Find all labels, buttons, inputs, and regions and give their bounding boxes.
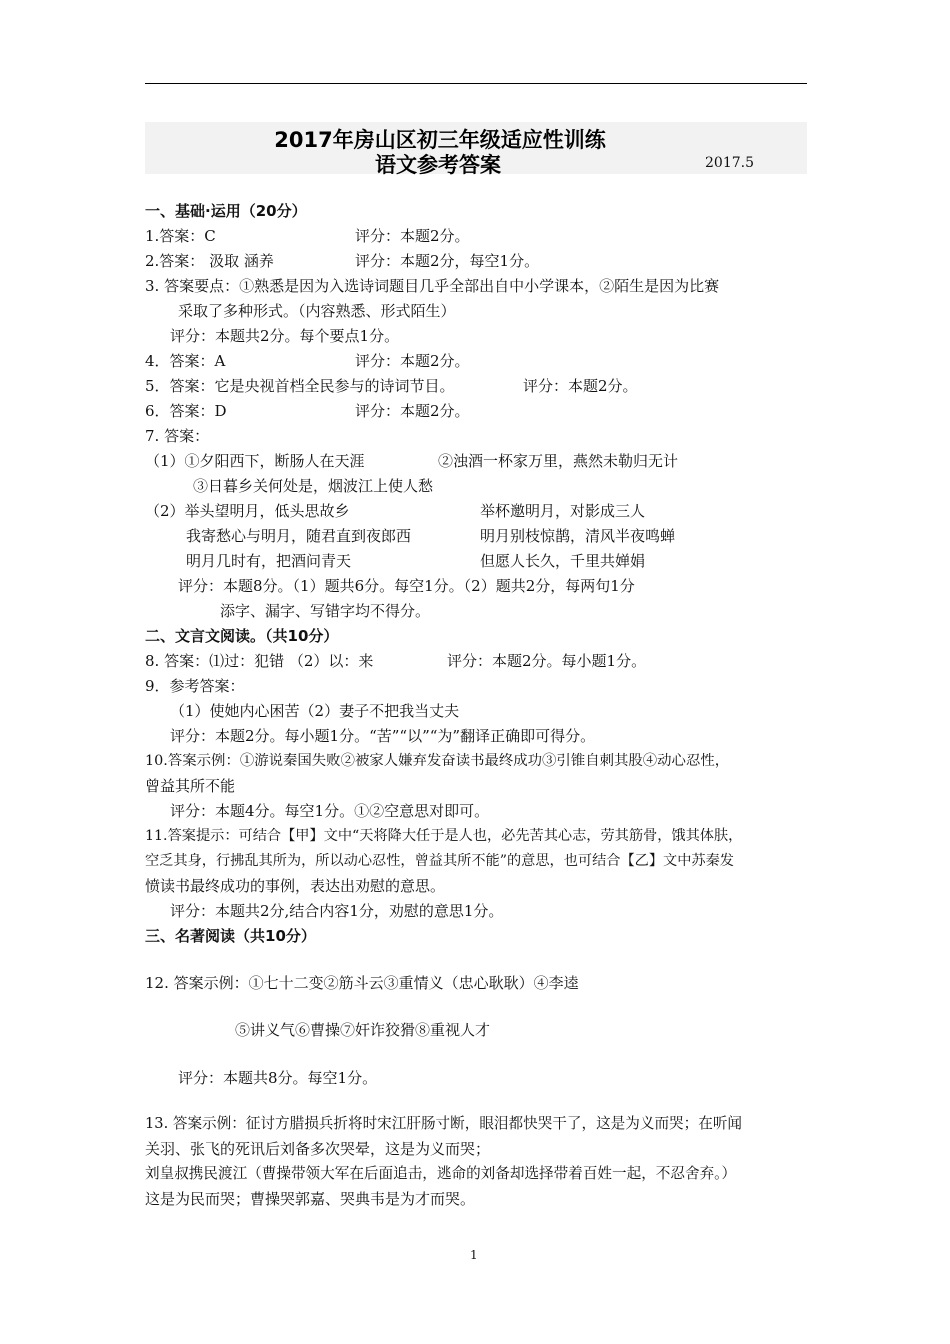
score-line: 评分：本题2分。每小题1分。 [447,652,647,670]
document-title: 2017年房山区初三年级适应性训练 [274,128,606,152]
score-line: 评分：本题共2分,结合内容1分，劝慰的意思1分。 [170,902,504,920]
answer-line: 空乏其身，行拂乱其所为，所以动心忍性，曾益其所不能”的意思，也可结合【乙】文中苏秦发 [145,853,734,869]
score-line: 评分：本题2分。 [355,402,470,420]
answer-line: 这是为民而哭；曹操哭郭嘉、哭典韦是为才而哭。 [145,1190,476,1208]
answer-line: 9．参考答案： [145,677,245,695]
document-date: 2017.5 [705,155,754,171]
answer-line: 6．答案：D [145,402,227,420]
answer-line: 10.答案示例：①游说秦国失败②被家人嫌弃发奋读书最终成功③引锥自刺其股④动心忍性， [145,753,730,769]
answer-line: 曾益其所不能 [145,777,236,795]
answer-line: 4．答案：A [145,352,226,370]
answer-line: 2.答案： 汲取 涵养 [145,252,274,270]
answer-line: 我寄愁心与明月，随君直到夜郎西 [186,527,412,545]
answer-line: 愤读书最终成功的事例，表达出劝慰的意思。 [145,877,446,895]
answer-line: 7. 答案： [145,427,210,445]
document-subtitle: 语文参考答案 [375,153,501,177]
section-heading-3: 三、名著阅读（共10分） [145,927,316,945]
answer-line: 13. 答案示例：征讨方腊损兵折将时宋江肝肠寸断，眼泪都快哭干了，这是为义而哭；在听闻 [145,1115,743,1132]
answer-line: 8. 答案：⑴过：犯错 （2）以：来 [145,652,374,670]
score-line: 评分：本题8分。（1）题共6分。每空1分。（2）题共2分，每两句1分 [178,577,635,595]
score-line: 评分：本题4分。每空1分。①②空意思对即可。 [170,802,490,820]
score-line: 添字、漏字、写错字均不得分。 [220,602,431,620]
answer-line: （1）①夕阳西下，断肠人在天涯 [145,452,365,470]
section-heading-1: 一、基础·运用（20分） [145,202,307,220]
section-heading-2: 二、文言文阅读。（共10分） [145,627,339,645]
answer-line: 刘皇叔携民渡江（曹操带领大军在后面追击，逃命的刘备却选择带着百姓一起，不忍舍弃。） [145,1165,737,1182]
answer-line: ③日暮乡关何处是，烟波江上使人愁 [193,477,434,495]
score-line: 评分：本题共2分。每个要点1分。 [170,327,400,345]
header-rule [145,83,807,84]
answer-line: 关羽、张飞的死讯后刘备多次哭晕，这是为义而哭； [145,1140,491,1158]
score-line: 评分：本题2分。每小题1分。“苦”“以”“为”翻译正确即可得分。 [170,727,596,745]
score-line: 评分：本题2分，每空1分。 [355,252,540,270]
answer-line: （2）举头望明月，低头思故乡 [145,502,350,520]
answer-line: 12. 答案示例：①七十二变②筋斗云③重情义（忠心耿耿）④李逵 [145,974,579,992]
answer-line: 举杯邀明月，对影成三人 [480,502,646,520]
answer-line: 采取了多种形式。（内容熟悉、形式陌生） [178,302,456,320]
score-line: 评分：本题共8分。每空1分。 [178,1069,378,1087]
answer-line: 但愿人长久，千里共婵娟 [480,552,646,570]
answer-line: 1.答案：C [145,227,216,245]
score-line: 评分：本题2分。 [355,227,470,245]
answer-line: ⑤讲义气⑥曹操⑦奸诈狡猾⑧重视人才 [235,1021,491,1039]
answer-line: ②浊酒一杯家万里，燕然未勒归无计 [438,452,679,470]
answer-line: 明月别枝惊鹊，清风半夜鸣蝉 [480,527,676,545]
answer-line: 3. 答案要点：①熟悉是因为入选诗词题目几乎全部出自中小学课本，②陌生是因为比赛 [145,277,720,295]
score-line: 评分：本题2分。 [355,352,470,370]
answer-line: 5．答案：它是央视首档全民参与的诗词节目。 [145,377,455,395]
answer-line: 明月几时有，把酒问青天 [186,552,352,570]
page-number: 1 [470,1248,478,1262]
score-line: 评分：本题2分。 [523,377,638,395]
answer-line: （1）使她内心困苦（2）妻子不把我当丈夫 [170,702,460,720]
answer-line: 11.答案提示：可结合【甲】文中“天将降大任于是人也，必先苦其心志，劳其筋骨，饿其体肤， [145,828,743,844]
